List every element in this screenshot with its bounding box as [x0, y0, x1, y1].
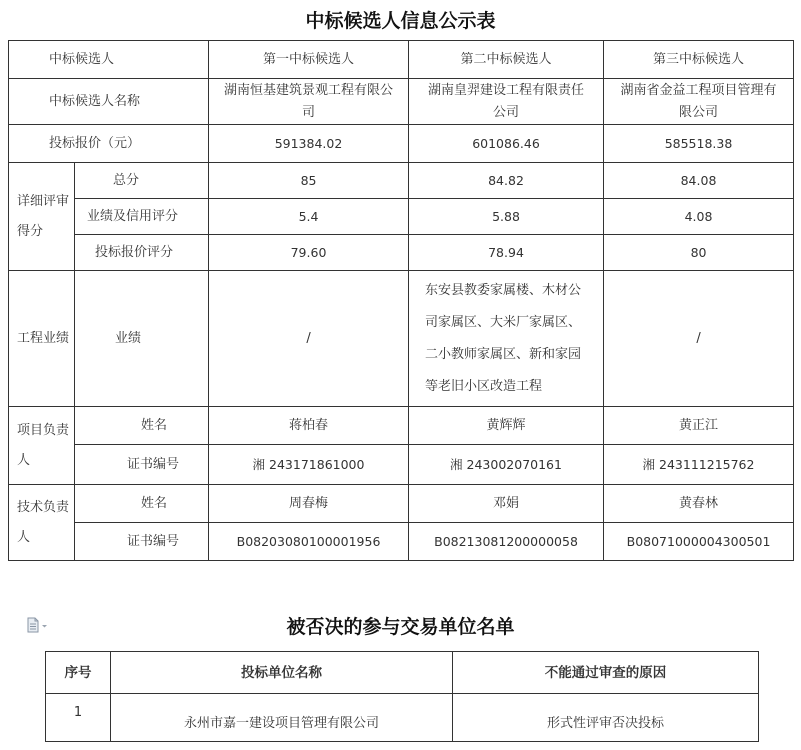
candidate-3-tech-name: 黄春林: [604, 485, 794, 523]
rejected-header-name: 投标单位名称: [111, 652, 453, 694]
candidate-2-tech-cert: B08213081200000058: [409, 523, 604, 561]
name-row-label: 中标候选人名称: [9, 79, 209, 125]
bid-row-label: 投标报价（元）: [9, 125, 209, 163]
candidate-3-pm-name: 黄正江: [604, 407, 794, 445]
candidate-2-tech-name: 邓娟: [409, 485, 604, 523]
candidate-info-table: [8, 40, 794, 561]
performance-group-label: 工程业绩: [9, 271, 75, 407]
candidate-3-price-score: 80: [604, 235, 794, 271]
tech-name-label: 姓名: [75, 485, 209, 523]
candidate-1-price-score: 79.60: [209, 235, 409, 271]
score-credit-label: 业绩及信用评分: [75, 199, 209, 235]
performance-label: 业绩: [75, 271, 209, 407]
candidate-1-total-score: 85: [209, 163, 409, 199]
candidate-3-performance: /: [604, 271, 794, 407]
candidate-2-performance: 东安县教委家属楼、木材公司家属区、大米厂家属区、二小教师家属区、新和家园等老旧小区改造工程: [409, 271, 604, 407]
candidate-1-header: 第一中标候选人: [209, 41, 409, 79]
score-group-label: 详细评审得分: [9, 163, 75, 271]
candidate-2-total-score: 84.82: [409, 163, 604, 199]
candidate-1-performance: /: [209, 271, 409, 407]
candidate-3-bid: 585518.38: [604, 125, 794, 163]
candidate-2-pm-cert: 湘 243002070161: [409, 445, 604, 485]
candidate-2-pm-name: 黄辉辉: [409, 407, 604, 445]
candidate-2-credit-score: 5.88: [409, 199, 604, 235]
rejected-row-no: 1: [46, 694, 111, 742]
candidate-1-tech-cert: B08203080100001956: [209, 523, 409, 561]
project-manager-group-label: 项目负责人: [9, 407, 75, 485]
tech-cert-row: [9, 523, 794, 561]
candidate-3-name: 湖南省金益工程项目管理有限公司: [604, 79, 794, 125]
candidate-2-header: 第二中标候选人: [409, 41, 604, 79]
rejected-header-reason: 不能通过审查的原因: [453, 652, 759, 694]
candidate-3-pm-cert: 湘 243111215762: [604, 445, 794, 485]
table-row: [46, 694, 759, 742]
main-table-title: 中标候选人信息公示表: [305, 10, 496, 32]
candidate-1-pm-cert: 湘 243171861000: [209, 445, 409, 485]
candidate-1-tech-name: 周春梅: [209, 485, 409, 523]
candidate-2-price-score: 78.94: [409, 235, 604, 271]
score-total-row: [9, 163, 794, 199]
candidate-3-total-score: 84.08: [604, 163, 794, 199]
candidate-2-name: 湖南皇羿建设工程有限责任公司: [409, 79, 604, 125]
rejected-row-name: 永州市嘉一建设项目管理有限公司: [111, 694, 453, 742]
candidate-1-name: 湖南恒基建筑景观工程有限公司: [209, 79, 409, 125]
rejected-table-title: 被否决的参与交易单位名单: [286, 616, 515, 638]
score-price-row: [9, 235, 794, 271]
performance-row: [9, 271, 794, 407]
header-label: 中标候选人: [9, 41, 209, 79]
pm-name-label: 姓名: [75, 407, 209, 445]
candidate-3-header: 第三中标候选人: [604, 41, 794, 79]
rejected-header-no: 序号: [46, 652, 111, 694]
candidate-3-tech-cert: B08071000004300501: [604, 523, 794, 561]
candidate-1-bid: 591384.02: [209, 125, 409, 163]
rejected-header-row: [46, 652, 759, 694]
rejected-row-reason: 形式性评审否决投标: [453, 694, 759, 742]
candidate-2-bid: 601086.46: [409, 125, 604, 163]
candidate-3-credit-score: 4.08: [604, 199, 794, 235]
rejected-units-table: [45, 651, 759, 742]
pm-cert-row: [9, 445, 794, 485]
tech-lead-group-label: 技术负责人: [9, 485, 75, 561]
score-price-label: 投标报价评分: [75, 235, 209, 271]
tech-cert-label: 证书编号: [75, 523, 209, 561]
bid-row: [9, 125, 794, 163]
pm-cert-label: 证书编号: [75, 445, 209, 485]
tech-name-row: [9, 485, 794, 523]
pm-name-row: [9, 407, 794, 445]
score-credit-row: [9, 199, 794, 235]
score-total-label: 总分: [75, 163, 209, 199]
header-row: [9, 41, 794, 79]
candidate-1-credit-score: 5.4: [209, 199, 409, 235]
name-row: [9, 79, 794, 125]
candidate-1-pm-name: 蒋柏春: [209, 407, 409, 445]
